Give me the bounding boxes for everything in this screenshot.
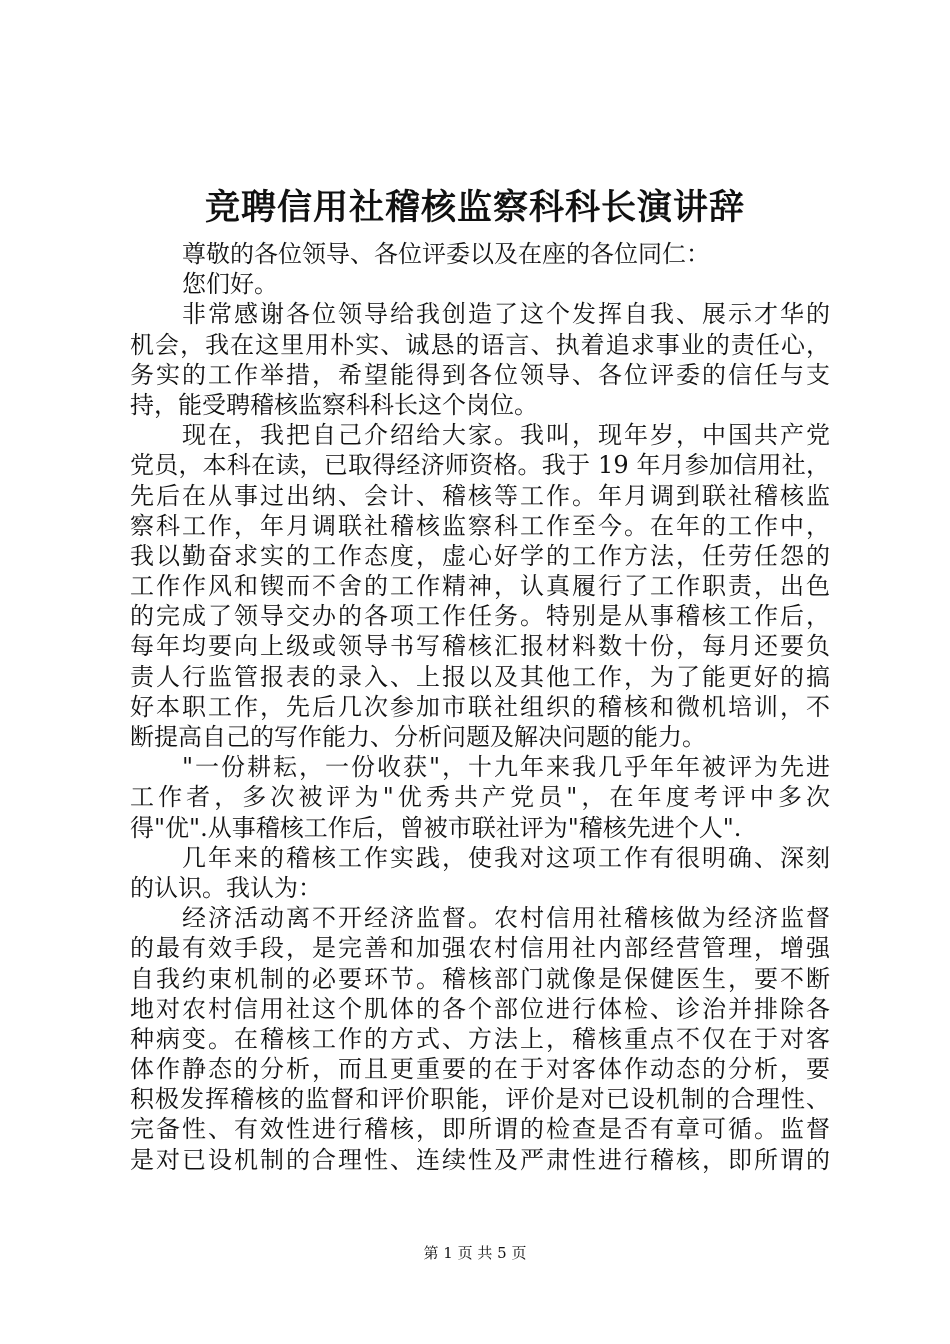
- text-line: 机会，我在这里用朴实、诚恳的语言、执着追求事业的责任心，: [130, 330, 830, 359]
- text-line: 察科工作，年月调联社稽核监察科工作至今。在年的工作中，: [130, 511, 830, 540]
- text-line: 您们好。: [182, 270, 278, 299]
- text-line: 自我约束机制的必要环节。稽核部门就像是保健医生，要不断: [130, 964, 830, 993]
- text-line: 种病变。在稽核工作的方式、方法上，稽核重点不仅在于对客: [130, 1024, 830, 1053]
- text-line: 持，能受聘稽核监察科科长这个岗位。: [130, 390, 538, 419]
- text-line: 工作者，多次被评为"优秀共产党员"，在年度考评中多次: [130, 783, 830, 812]
- document-body: [130, 239, 830, 1175]
- text-line: 每年均要向上级或领导书写稽核汇报材料数十份，每月还要负: [130, 632, 830, 661]
- page-number-footer: 第 1 页 共 5 页: [423, 1244, 527, 1262]
- text-line: 工作作风和锲而不舍的工作精神，认真履行了工作职责，出色: [130, 572, 830, 601]
- text-line: 我以勤奋求实的工作态度，虚心好学的工作方法，任劳任怨的: [130, 541, 830, 570]
- text-line: 体作静态的分析，而且更重要的在于对客体作动态的分析，要: [130, 1055, 830, 1084]
- text-line: 责人行监管报表的录入、上报以及其他工作，为了能更好的搞: [130, 662, 830, 691]
- text-line: 好本职工作，先后几次参加市联社组织的稽核和微机培训，不: [130, 692, 830, 721]
- text-line: 得"优".从事稽核工作后，曾被市联社评为"稽核先进个人".: [130, 813, 742, 842]
- text-line: 的最有效手段，是完善和加强农村信用社内部经营管理，增强: [130, 934, 830, 963]
- text-line: "一份耕耘，一份收获"，十九年来我几乎年年被评为先进: [182, 753, 830, 782]
- text-line: 完备性、有效性进行稽核，即所谓的检查是否有章可循。监督: [130, 1115, 830, 1144]
- text-line: 经济活动离不开经济监督。农村信用社稽核做为经济监督: [182, 904, 830, 933]
- text-line: 积极发挥稽核的监督和评价职能，评价是对已设机制的合理性、: [130, 1085, 830, 1114]
- text-line: 断提高自己的写作能力、分析问题及解决问题的能力。: [130, 723, 706, 751]
- text-line: 非常感谢各位领导给我创造了这个发挥自我、展示才华的: [182, 300, 830, 329]
- text-line: 的认识。我认为：: [130, 873, 322, 902]
- document-title: 竞聘信用社稽核监察科科长演讲辞: [204, 187, 745, 228]
- text-line: 的完成了领导交办的各项工作任务。特别是从事稽核工作后，: [130, 602, 830, 631]
- text-line: 几年来的稽核工作实践，使我对这项工作有很明确、深刻: [182, 843, 830, 872]
- text-line: 现在，我把自己介绍给大家。我叫，现年岁，中国共产党: [182, 421, 830, 450]
- text-line: 尊敬的各位领导、各位评委以及在座的各位同仁：: [182, 240, 710, 268]
- text-line: 先后在从事过出纳、会计、稽核等工作。年月调到联社稽核监: [130, 481, 830, 510]
- text-line: 党员，本科在读，已取得经济师资格。我于 19 年月参加信用社，: [130, 451, 830, 480]
- text-line: 地对农村信用社这个肌体的各个部位进行体检、诊治并排除各: [130, 994, 830, 1023]
- text-line: 务实的工作举措，希望能得到各位领导、各位评委的信任与支: [130, 360, 830, 389]
- text-line: 是对已设机制的合理性、连续性及严肃性进行稽核，即所谓的: [130, 1145, 830, 1174]
